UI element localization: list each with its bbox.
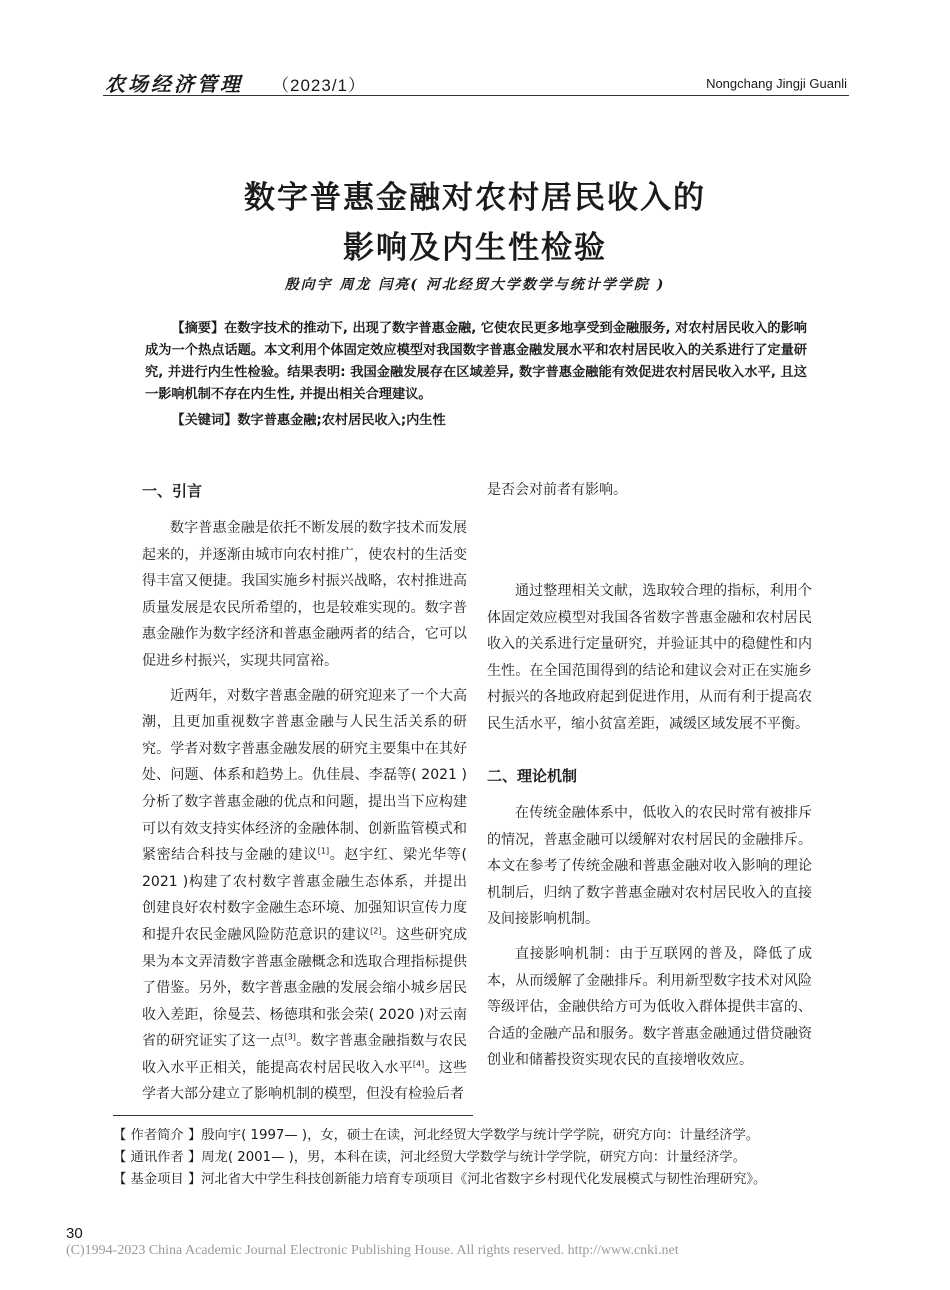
abstract-label: 【摘要】 (171, 321, 225, 336)
right-column-intro (487, 578, 812, 738)
citation-ref: [2] (370, 926, 382, 936)
footnote-author-intro: 【 作者简介 】殷向宇( 1997— )，女，硕士在读，河北经贸大学数学与统计学学院，研究方向：计量经济学。 (113, 1128, 760, 1143)
keywords (145, 410, 807, 432)
right-column (487, 762, 812, 1074)
footnote-divider (113, 1115, 473, 1116)
intro-paragraph-3: 通过整理相关文献，选取较合理的指标，利用个体固定效应模型对我国各省数字普惠金融和农村居民收入的关系进行定量研究，并验证其中的稳健性和内生性。在全国范围得到的结论和建议会对正在实施乡村振兴的各地政府起到促进作用，从而有利于提高农民生活水平，缩小贫富差距，减缓区域发展不平衡。 (487, 583, 812, 732)
theory-paragraph-1: 在传统金融体系中，低收入的农民时常有被排斥的情况，普惠金融可以缓解对农村居民的金融排斥。本文在参考了传统金融和普惠金融对收入影响的理论机制后，归纳了数字普惠金融对农村居民收入的直接及间接影响机制。 (487, 805, 812, 928)
text-run: 。这些研究成果为本文弄清数字普惠金融概念和选取合理指标提供了借鉴。另外，数字普惠金融的发展会缩小城乡居民收入差距，徐曼芸、杨德琪和张会荣( 2020 )对云南省的研究证实了这一点 (142, 926, 468, 1050)
article-title-line1: 数字普惠金融对农村居民收入的 (244, 180, 706, 216)
citation-ref: [3] (284, 1032, 296, 1042)
citation-ref: [4] (412, 1059, 425, 1069)
text-run: 。赵宇红、梁光华等( 2021 )构建了农村数字普惠金融生态体系，并提出创建良好农村数字金融生态环境、加强知识宣传力度和提升农民金融风险防范意识的建议 (142, 847, 468, 943)
footnote-funding: 【 基金项目 】河北省大中学生科技创新能力培育专项项目《河北省数字乡村现代化发展模式与韧性治理研究》。 (113, 1172, 767, 1187)
text-run: 是否会对前者有影响。 (487, 482, 627, 498)
intro-paragraph-2-continued (487, 477, 812, 504)
citation-ref: [1] (317, 846, 330, 856)
keywords-text: 数字普惠金融;农村居民收入;内生性 (237, 413, 446, 428)
intro-paragraph-2 (142, 683, 467, 1109)
copyright-watermark: (C)1994-2023 China Academic Journal Electronic Publishing House. All rights reserved. http://www.cnki.net (66, 1243, 679, 1258)
text-run: 。数字普惠金融指数与农民收入水平正相关，能提高农村居民收入水平 (142, 1033, 468, 1076)
text-run: 近两年，对数字普惠金融的研究迎来了一个大高潮，且更加重视数字普惠金融与人民生活关系的研究。学者对数字普惠金融发展的研究主要集中在其好处、问题、体系和趋势上。仇佳晨、李磊等( 2021 )分析了数字普惠金融的优点和问题，提出当下应构建可以有效支持实体经济的金融体制、创新监管模式和紧密结合科技与金融的建议 (142, 687, 467, 864)
keywords-label: 【关键词】 (171, 413, 238, 428)
journal-pinyin: Nongchang Jingji Guanli (706, 76, 847, 91)
abstract (145, 318, 807, 406)
section-heading-theory: 二、理论机制 (487, 767, 578, 785)
article-title-line2: 影响及内生性检验 (343, 230, 607, 266)
footnotes (113, 1125, 853, 1191)
right-column-continuation (487, 477, 812, 504)
text-run: 。这些学者大部分建立了影响机制的模型，但没有检验后者 (142, 1059, 468, 1103)
header-divider (103, 95, 849, 96)
footnote-corresponding-author: 【 通讯作者 】周龙( 2001— )，男，本科在读，河北经贸大学数学与统计学学院，研究方向：计量经济学。 (113, 1150, 746, 1165)
abstract-text: 在数字技术的推动下, 出现了数字普惠金融, 它使农民更多地享受到金融服务, 对农村居民收入的影响成为一个热点话题。本文利用个体固定效应模型对我国数字普惠金融发展水平和农村居民收入的关系进行了定量研究, 并进行内生性检验。结果表明: 我国金融发展存在区域差异, 数字普惠金融能有效促进农村居民收入水平, 且这一影响机制不存在内生性, 并提出相关合理建议。 (145, 321, 807, 402)
abstract-block (145, 318, 807, 432)
left-column (142, 477, 467, 1108)
theory-paragraph-2: 直接影响机制：由于互联网的普及，降低了成本，从而缓解了金融排斥。利用新型数字技术对风险等级评估，金融供给方可为低收入群体提供丰富的、合适的金融产品和服务。数字普惠金融通过借贷融资创业和储蓄投资实现农民的直接增收效应。 (487, 945, 812, 1069)
intro-paragraph-1: 数字普惠金融是依托不断发展的数字技术而发展起来的，并逐渐由城市向农村推广，使农村的生活变得丰富又便捷。我国实施乡村振兴战略，农村推进高质量发展是农民所希望的，也是较难实现的。数字普惠金融作为数字经济和普惠金融两者的结合，它可以促进乡村振兴，实现共同富裕。 (142, 520, 467, 669)
section-heading-intro: 一、引言 (142, 482, 203, 500)
page-number: 30 (66, 1225, 83, 1242)
journal-issue: （2023/1） (272, 76, 366, 95)
journal-title: 农场经济管理 (105, 72, 243, 96)
authors: 殷向宇 周龙 闫亮( 河北经贸大学数学与统计学学院 ) (284, 277, 666, 293)
